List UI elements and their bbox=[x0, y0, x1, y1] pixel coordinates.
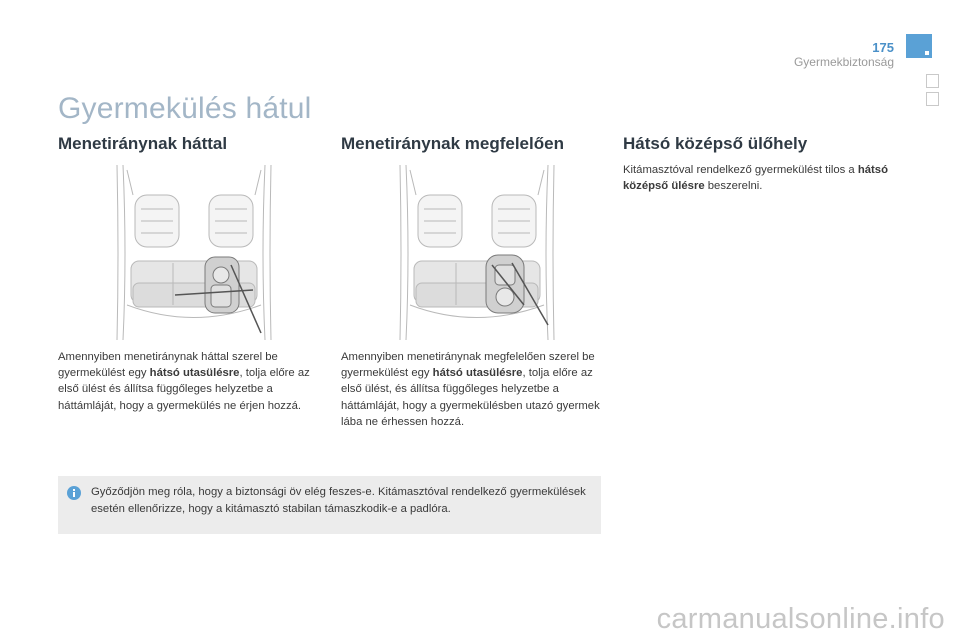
info-box bbox=[58, 476, 601, 534]
page-title: Gyermekülés hátul bbox=[58, 92, 312, 125]
chapter-tab-active[interactable] bbox=[906, 34, 932, 58]
rear-facing-text: Amennyiben menetiránynak háttal szerel be gyermekülést egy hátsó utasülésre, tolja előre az első ülést és állítsa függőleges helyzetbe a háttámláját, hogy a gyermekülés ne érjen hozzá. bbox=[58, 351, 310, 412]
heading-forward-facing: Menetiránynak megfelelően bbox=[341, 134, 564, 153]
info-icon bbox=[67, 486, 81, 500]
heading-rear-centre: Hátsó középső ülőhely bbox=[623, 134, 808, 153]
rear-facing-seat-illustration bbox=[113, 165, 275, 340]
forward-facing-text: Amennyiben menetiránynak megfelelően szerel be gyermekülést egy hátsó utasülésre, tolja előre az első ülést, és állítsa függőleges helyzetbe a háttámláját, hogy a gyermekülésben utazó gyermek lába ne érhessen hozzá. bbox=[341, 351, 600, 428]
page-number: 175 bbox=[872, 40, 894, 55]
chapter-tab-1[interactable] bbox=[926, 74, 939, 88]
section-name: Gyermekbiztonság bbox=[793, 55, 894, 69]
watermark[interactable]: carmanualsonline.info bbox=[656, 603, 945, 635]
rear-centre-text: Kitámasztóval rendelkező gyermekülést tilos a hátsó középső ülésre beszerelni. bbox=[623, 164, 888, 193]
heading-rear-facing: Menetiránynak háttal bbox=[58, 134, 228, 153]
info-text: Győződjön meg róla, hogy a biztonsági öv elég feszes-e. Kitámasztóval rendelkező gyermekülések esetén ellenőrizze, hogy a kitámasztó stabilan támaszkodik-e a padlóra. bbox=[91, 486, 586, 515]
chapter-tab-2[interactable] bbox=[926, 92, 939, 106]
forward-facing-seat-illustration bbox=[396, 165, 558, 340]
